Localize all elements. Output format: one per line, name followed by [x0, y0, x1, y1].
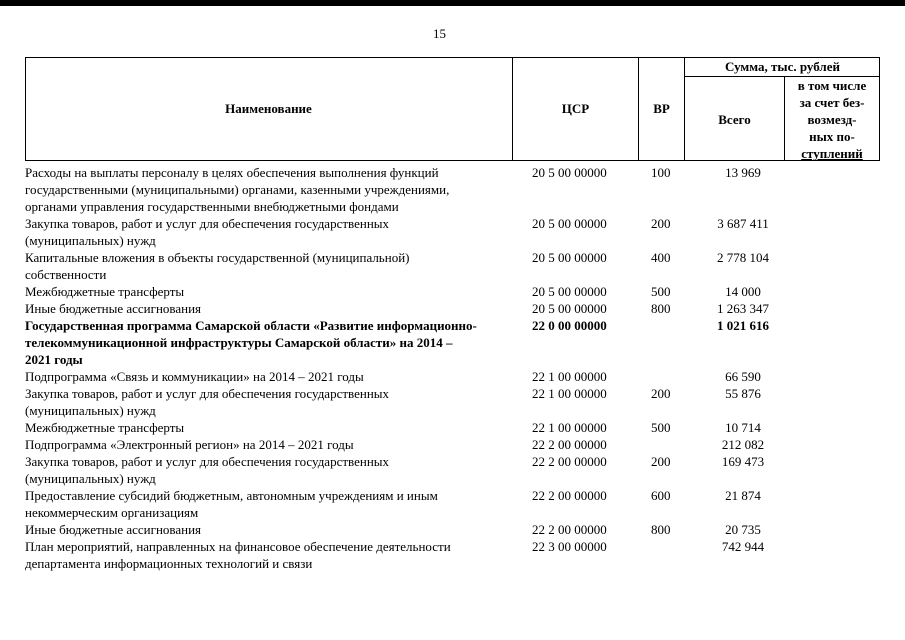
row-name: Подпрограмма «Связь и коммуникации» на 2014 – 2021 годы	[25, 369, 364, 384]
row-total: 1 021 616	[717, 318, 769, 333]
row-name: Подпрограмма «Электронный регион» на 2014 – 2021 годы	[25, 437, 354, 452]
row-name: Межбюджетные трансферты	[25, 284, 185, 299]
row-vr: 100	[651, 165, 671, 180]
row-total: 212 082	[721, 437, 765, 452]
table-row	[25, 368, 880, 385]
row-csr: 20 5 00 00000	[532, 301, 607, 316]
page-number: 15	[433, 26, 446, 41]
column-header-gratuitous	[785, 77, 879, 162]
table-row	[25, 215, 880, 249]
row-name: Закупка товаров, работ и услуг для обеспечения государственных (муниципальных) нужд	[25, 454, 390, 486]
row-total: 66 590	[725, 369, 761, 384]
row-total: 169 473	[721, 454, 765, 469]
row-name: Закупка товаров, работ и услуг для обеспечения государственных (муниципальных) нужд	[25, 386, 390, 418]
row-vr: 800	[651, 522, 671, 537]
row-vr: 500	[651, 420, 671, 435]
row-csr: 20 5 00 00000	[532, 216, 607, 231]
row-total: 14 000	[725, 284, 761, 299]
gratuitous-line-1: в том числе	[797, 78, 867, 93]
table-header	[25, 57, 880, 161]
column-header-csr: ЦСР	[561, 101, 590, 116]
row-total: 55 876	[725, 386, 761, 401]
row-vr: 800	[651, 301, 671, 316]
row-total: 1 263 347	[717, 301, 769, 316]
row-name: Предоставление субсидий бюджетным, автономным учреждениям и иным некоммерческим организациям	[25, 488, 438, 520]
row-total: 13 969	[725, 165, 761, 180]
column-header-sum: Сумма, тыс. рублей	[725, 59, 840, 74]
row-csr: 22 1 00 00000	[532, 420, 607, 435]
row-csr: 22 2 00 00000	[532, 454, 607, 469]
table-row	[25, 300, 880, 317]
table-row	[25, 521, 880, 538]
row-csr: 22 2 00 00000	[532, 522, 607, 537]
gratuitous-line-3: возмезд-	[807, 112, 857, 127]
row-name: Расходы на выплаты персоналу в целях обеспечения выполнения функций государственными (муниципальными) органами, казенными учреждениями, органами управления государственными внебюджетными фондами	[25, 165, 450, 214]
table-row	[25, 538, 880, 572]
table-row	[25, 453, 880, 487]
row-vr: 200	[651, 454, 671, 469]
row-vr: 200	[651, 386, 671, 401]
table-row	[25, 164, 880, 215]
row-name: Иные бюджетные ассигнования	[25, 522, 202, 537]
row-csr: 20 5 00 00000	[532, 165, 607, 180]
row-csr: 22 2 00 00000	[532, 437, 607, 452]
row-total: 742 944	[721, 539, 765, 554]
row-csr: 22 2 00 00000	[532, 488, 607, 503]
header-top-line	[25, 57, 880, 58]
row-total: 3 687 411	[717, 216, 769, 231]
row-total: 20 735	[725, 522, 761, 537]
row-name: Капитальные вложения в объекты государственной (муниципальной) собственности	[25, 250, 410, 282]
column-header-name: Наименование	[225, 101, 312, 116]
column-header-total: Всего	[718, 112, 751, 127]
row-csr: 22 1 00 00000	[532, 369, 607, 384]
row-name: Иные бюджетные ассигнования	[25, 301, 202, 316]
row-name: Закупка товаров, работ и услуг для обеспечения государственных (муниципальных) нужд	[25, 216, 390, 248]
table-row	[25, 487, 880, 521]
row-total: 10 714	[725, 420, 761, 435]
column-header-vr: ВР	[653, 101, 670, 116]
table-row	[25, 419, 880, 436]
gratuitous-line-5: ступлений	[801, 146, 863, 161]
table-row	[25, 283, 880, 300]
table-row	[25, 317, 880, 368]
header-bottom-line	[25, 160, 880, 161]
table-row	[25, 385, 880, 419]
row-csr: 20 5 00 00000	[532, 250, 607, 265]
row-csr: 22 0 00 00000	[532, 318, 607, 333]
table-body	[25, 164, 880, 572]
row-vr: 200	[651, 216, 671, 231]
row-vr: 600	[651, 488, 671, 503]
table-row	[25, 249, 880, 283]
row-csr: 22 1 00 00000	[532, 386, 607, 401]
table-row	[25, 436, 880, 453]
row-csr: 20 5 00 00000	[532, 284, 607, 299]
row-name: Межбюджетные трансферты	[25, 420, 185, 435]
row-vr: 500	[651, 284, 671, 299]
row-name: План мероприятий, направленных на финансовое обеспечение деятельности департамента информационных технологий и связи	[25, 539, 451, 571]
row-total: 2 778 104	[717, 250, 769, 265]
scan-top-border	[0, 0, 905, 6]
row-total: 21 874	[725, 488, 761, 503]
gratuitous-line-4: ных по-	[809, 129, 855, 144]
row-csr: 22 3 00 00000	[532, 539, 607, 554]
row-vr: 400	[651, 250, 671, 265]
row-name: Государственная программа Самарской области «Развитие информационно-телекоммуникационной инфраструктуры Самарской области» на 2014 – 2021 годы	[25, 318, 477, 367]
gratuitous-line-2: за счет без-	[799, 95, 865, 110]
